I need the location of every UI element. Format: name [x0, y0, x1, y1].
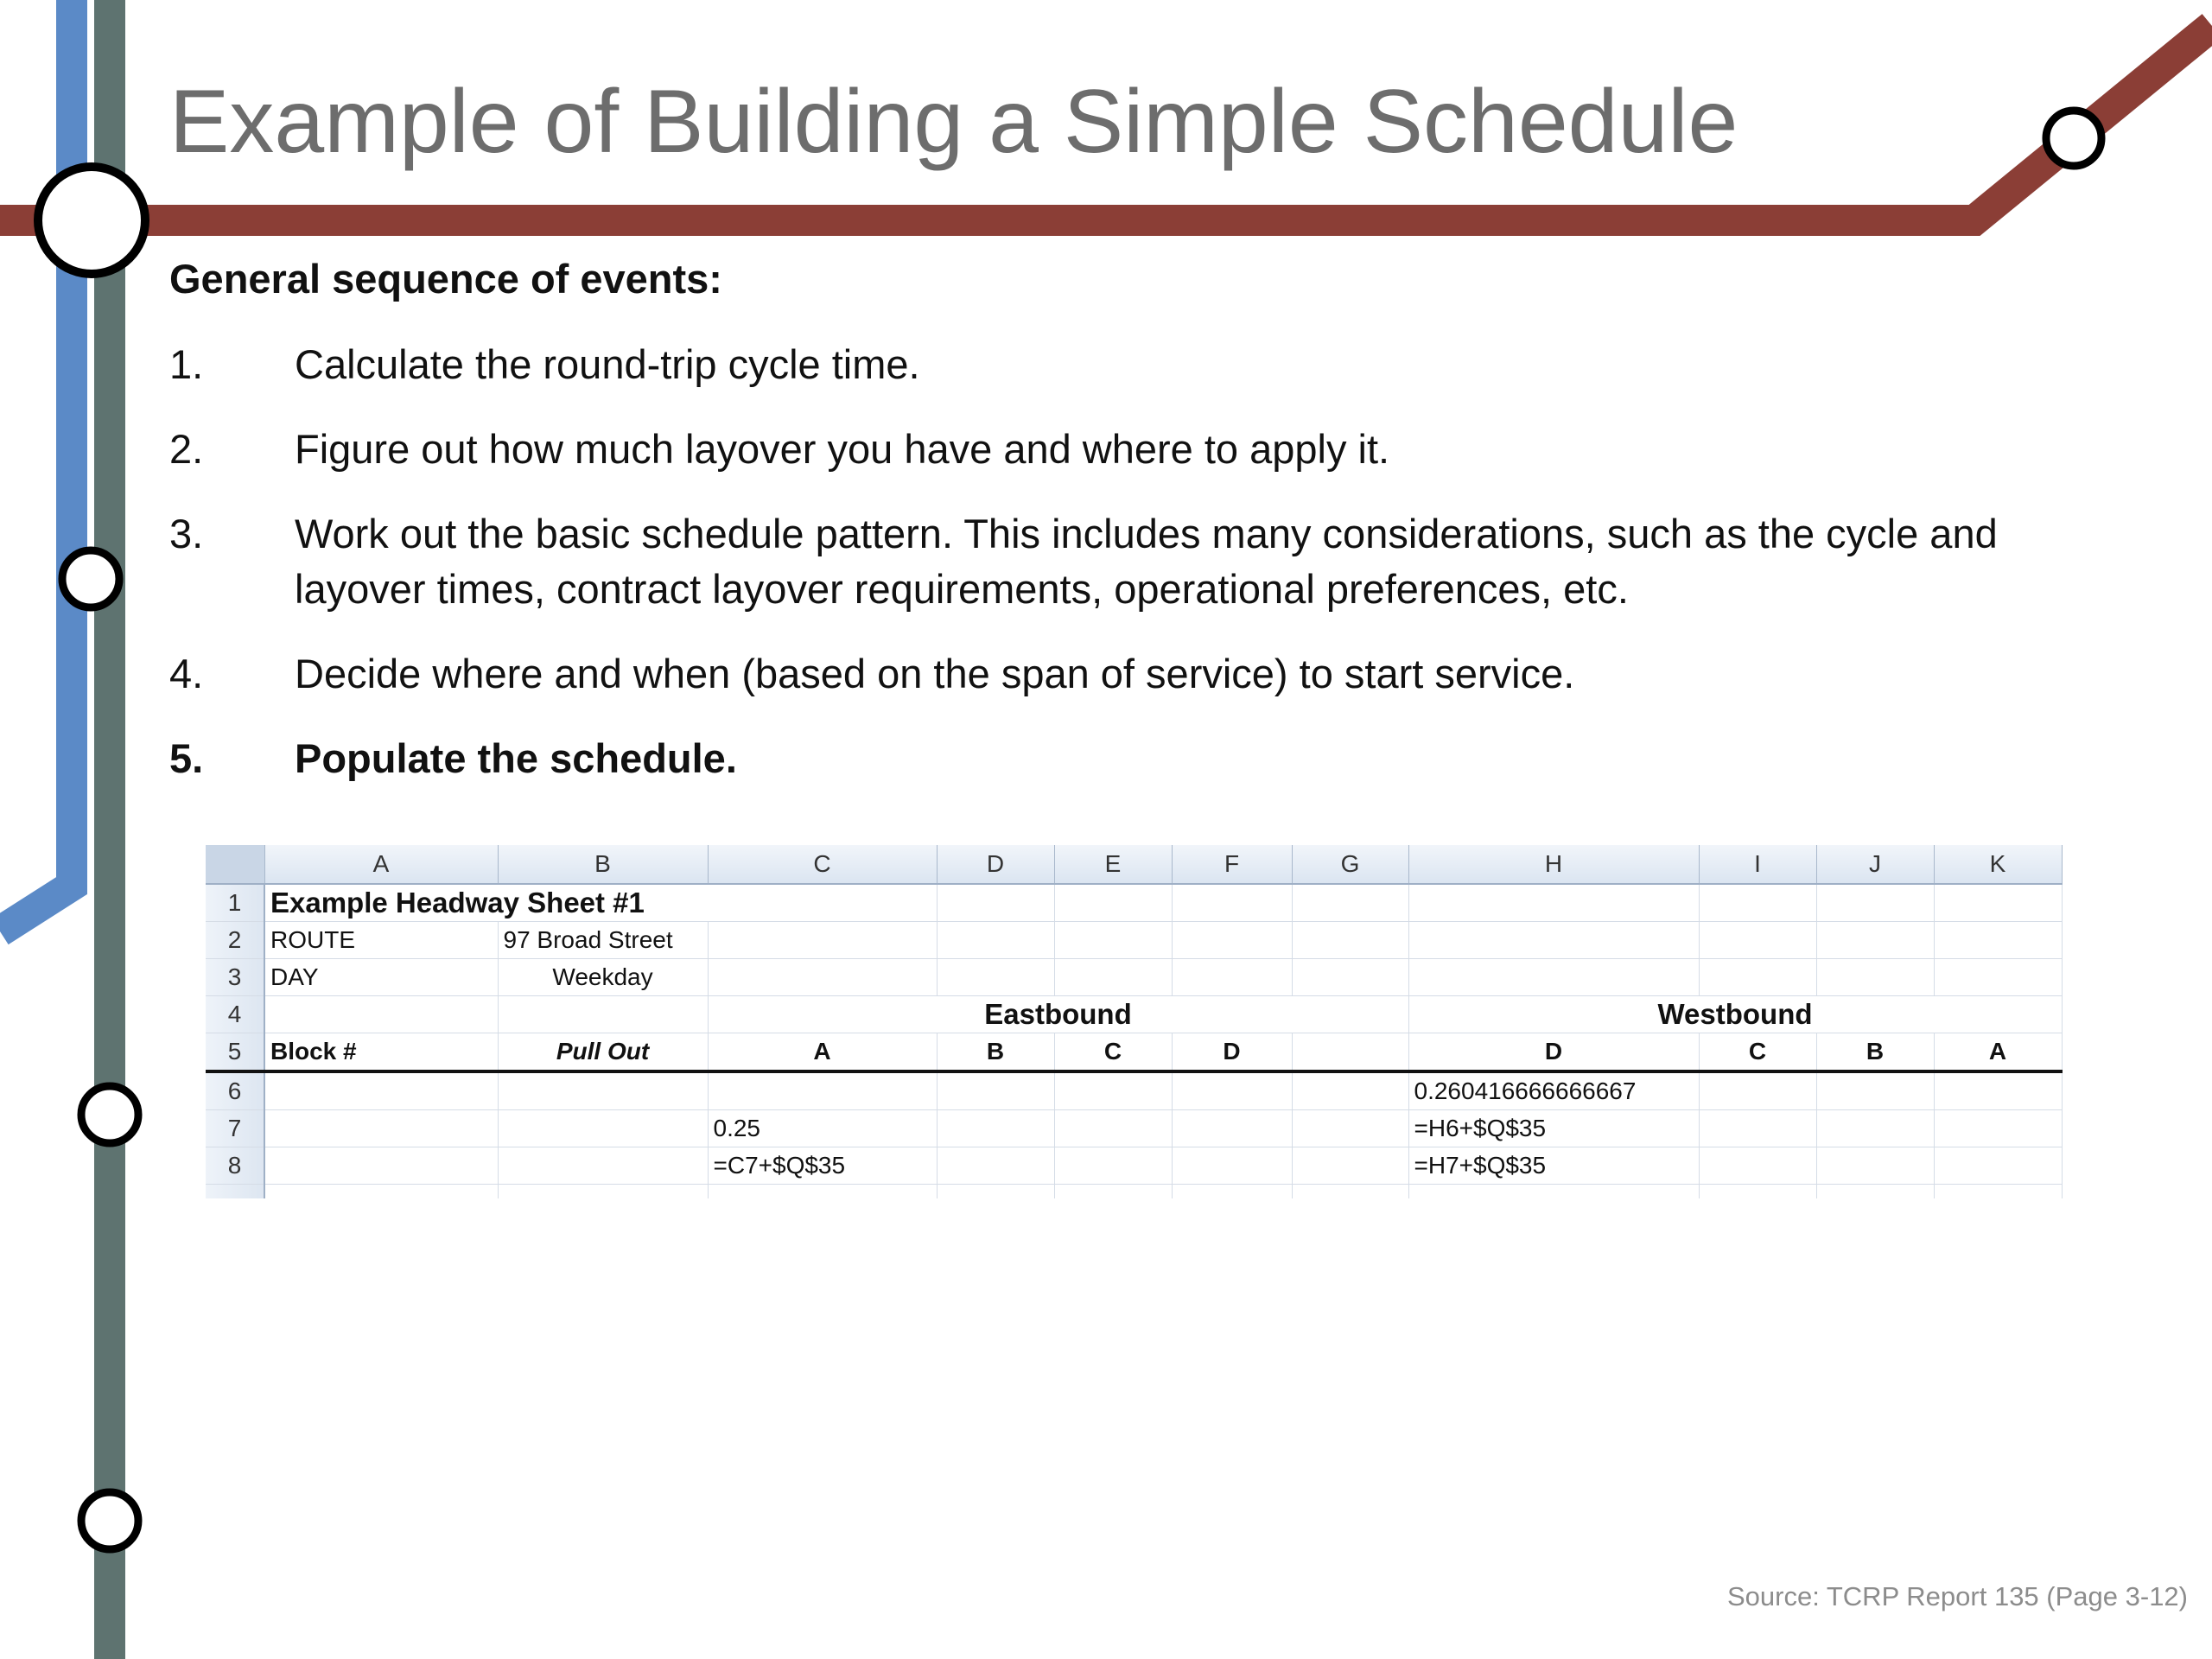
cell[interactable] [1699, 1110, 1816, 1147]
cell[interactable] [1292, 1110, 1408, 1147]
step-text: Work out the basic schedule pattern. This includes many considerations, such as the cycle and layover times, contract layover requirements, operational preferences, etc. [295, 511, 1998, 612]
cell[interactable] [1699, 922, 1816, 959]
cell[interactable] [1816, 922, 1934, 959]
cell[interactable] [1934, 1110, 2062, 1147]
sheet-row [206, 1147, 2062, 1185]
spreadsheet-grid [206, 845, 2063, 1198]
source-citation: Source: TCRP Report 135 (Page 3-12) [1726, 1581, 2188, 1611]
cell[interactable] [1292, 922, 1408, 959]
station-stop [62, 550, 119, 607]
spreadsheet-screenshot [206, 845, 2062, 1198]
cell[interactable] [1699, 1147, 1816, 1185]
cell[interactable] [1054, 1071, 1172, 1110]
cell[interactable] [1054, 1147, 1172, 1185]
cell[interactable] [1408, 884, 1699, 922]
cell[interactable] [498, 996, 708, 1033]
formula-cell[interactable]: =C7+$Q$35 [708, 1147, 937, 1185]
sheet-row [206, 884, 2062, 922]
cell[interactable] [1934, 922, 2062, 959]
column-header[interactable]: E [1054, 845, 1172, 884]
eastbound-header-cell[interactable]: Eastbound [708, 996, 1408, 1033]
step-text: Figure out how much layover you have and where to apply it. [295, 426, 1390, 472]
step-item [169, 506, 2105, 617]
blue-transit-line [0, 0, 72, 931]
column-header[interactable]: A [264, 845, 498, 884]
sheet-row [206, 959, 2062, 996]
column-header[interactable]: C [708, 845, 937, 884]
cell[interactable] [708, 922, 937, 959]
step-number: 3. [169, 511, 204, 556]
sheet-row [206, 1033, 2062, 1072]
sheet-row [206, 1071, 2062, 1110]
cell[interactable] [1816, 884, 1934, 922]
cell[interactable] [937, 1110, 1054, 1147]
cell[interactable] [1699, 1071, 1816, 1110]
station-stop [81, 1492, 138, 1549]
timepoint-header-cell[interactable]: D [1408, 1033, 1699, 1072]
cell[interactable] [1699, 959, 1816, 996]
route-label-cell[interactable]: ROUTE [264, 922, 498, 959]
cell[interactable] [498, 1147, 708, 1185]
column-header[interactable]: K [1934, 845, 2062, 884]
cell[interactable] [708, 959, 937, 996]
cell[interactable] [1054, 922, 1172, 959]
row-number[interactable]: 5 [206, 1033, 264, 1072]
block-header-cell[interactable]: Block # [264, 1033, 498, 1072]
cell[interactable] [937, 959, 1054, 996]
column-header[interactable]: I [1699, 845, 1816, 884]
step-text: Calculate the round-trip cycle time. [295, 341, 920, 387]
station-stop [81, 1086, 138, 1143]
timepoint-header-cell[interactable]: A [708, 1033, 937, 1072]
cell[interactable] [1292, 1147, 1408, 1185]
station-stop [2046, 111, 2101, 166]
column-header[interactable]: H [1408, 845, 1699, 884]
cell[interactable] [1292, 1033, 1408, 1072]
step-item [169, 422, 2105, 477]
cell[interactable] [264, 996, 498, 1033]
cell[interactable] [1292, 1071, 1408, 1110]
subheading: General sequence of events: [169, 256, 722, 302]
cell[interactable] [937, 1147, 1054, 1185]
row-number[interactable]: 6 [206, 1071, 264, 1110]
timepoint-header-cell[interactable]: B [1816, 1033, 1934, 1072]
cell[interactable] [1054, 1110, 1172, 1147]
timepoint-header-cell[interactable]: A [1934, 1033, 2062, 1072]
sheet-title-cell[interactable]: Example Headway Sheet #1 [264, 884, 937, 922]
steps-list [169, 337, 2105, 816]
column-header[interactable]: D [937, 845, 1054, 884]
cell[interactable] [937, 1071, 1054, 1110]
row-number[interactable] [206, 1185, 264, 1199]
formula-cell[interactable]: =H6+$Q$35 [1408, 1110, 1699, 1147]
timepoint-header-cell[interactable]: C [1699, 1033, 1816, 1072]
column-header[interactable]: J [1816, 845, 1934, 884]
cell[interactable] [1408, 922, 1699, 959]
cell[interactable] [498, 1071, 708, 1110]
slide-title: Example of Building a Simple Schedule [169, 72, 1738, 172]
sheet-row [206, 922, 2062, 959]
cell[interactable] [1816, 959, 1934, 996]
sheet-row [206, 1110, 2062, 1147]
step-number: 1. [169, 341, 204, 387]
step-number: 4. [169, 651, 204, 696]
cell[interactable] [1172, 884, 1292, 922]
cell[interactable] [708, 1071, 937, 1110]
route-value-cell[interactable]: 97 Broad Street [498, 922, 708, 959]
cell[interactable] [1699, 884, 1816, 922]
cell[interactable] [1816, 1110, 1934, 1147]
day-label-cell[interactable]: DAY [264, 959, 498, 996]
cell[interactable] [1934, 1071, 2062, 1110]
station-stop-large [38, 167, 145, 274]
pull-out-header-cell[interactable]: Pull Out [498, 1033, 708, 1072]
cell[interactable] [1054, 884, 1172, 922]
cell[interactable] [1816, 1147, 1934, 1185]
cell[interactable] [264, 1147, 498, 1185]
timepoint-header-cell[interactable]: C [1054, 1033, 1172, 1072]
day-value-cell[interactable]: Weekday [498, 959, 708, 996]
row-number[interactable]: 8 [206, 1147, 264, 1185]
select-all-corner[interactable] [206, 845, 264, 884]
timepoint-header-cell[interactable]: B [937, 1033, 1054, 1072]
cell[interactable] [1934, 884, 2062, 922]
value-cell[interactable]: 0.25 [708, 1110, 937, 1147]
cell[interactable] [1934, 1147, 2062, 1185]
cell[interactable] [1172, 959, 1292, 996]
cell[interactable] [1172, 1071, 1292, 1110]
cell[interactable] [1172, 1147, 1292, 1185]
step-number: 5. [169, 735, 204, 781]
cell[interactable] [1816, 1071, 1934, 1110]
cell[interactable] [937, 884, 1054, 922]
timepoint-header-cell[interactable]: D [1172, 1033, 1292, 1072]
column-header[interactable]: G [1292, 845, 1408, 884]
cell[interactable] [264, 1110, 498, 1147]
cell[interactable] [264, 1071, 498, 1110]
step-number: 2. [169, 426, 204, 472]
column-header[interactable]: F [1172, 845, 1292, 884]
column-header[interactable]: B [498, 845, 708, 884]
step-item [169, 646, 2105, 702]
sheet-row-cropped [206, 1185, 2062, 1199]
sheet-row [206, 996, 2062, 1033]
row-number[interactable]: 2 [206, 922, 264, 959]
cell[interactable] [1172, 922, 1292, 959]
step-text: Populate the schedule. [295, 735, 737, 781]
step-item [169, 731, 2105, 786]
column-header-row [206, 845, 2062, 884]
row-number[interactable]: 3 [206, 959, 264, 996]
westbound-header-cell[interactable]: Westbound [1408, 996, 2062, 1033]
row-number[interactable]: 7 [206, 1110, 264, 1147]
cell[interactable] [1408, 959, 1699, 996]
step-item [169, 337, 2105, 392]
value-cell[interactable]: 0.260416666666667 [1408, 1071, 1699, 1110]
row-number[interactable]: 1 [206, 884, 264, 922]
formula-cell[interactable]: =H7+$Q$35 [1408, 1147, 1699, 1185]
cell[interactable] [1934, 959, 2062, 996]
cell[interactable] [1292, 884, 1408, 922]
cell[interactable] [1172, 1110, 1292, 1147]
cell[interactable] [1292, 959, 1408, 996]
step-text: Decide where and when (based on the span of service) to start service. [295, 651, 1575, 696]
cell[interactable] [1054, 959, 1172, 996]
cell[interactable] [937, 922, 1054, 959]
cell[interactable] [498, 1110, 708, 1147]
row-number[interactable]: 4 [206, 996, 264, 1033]
